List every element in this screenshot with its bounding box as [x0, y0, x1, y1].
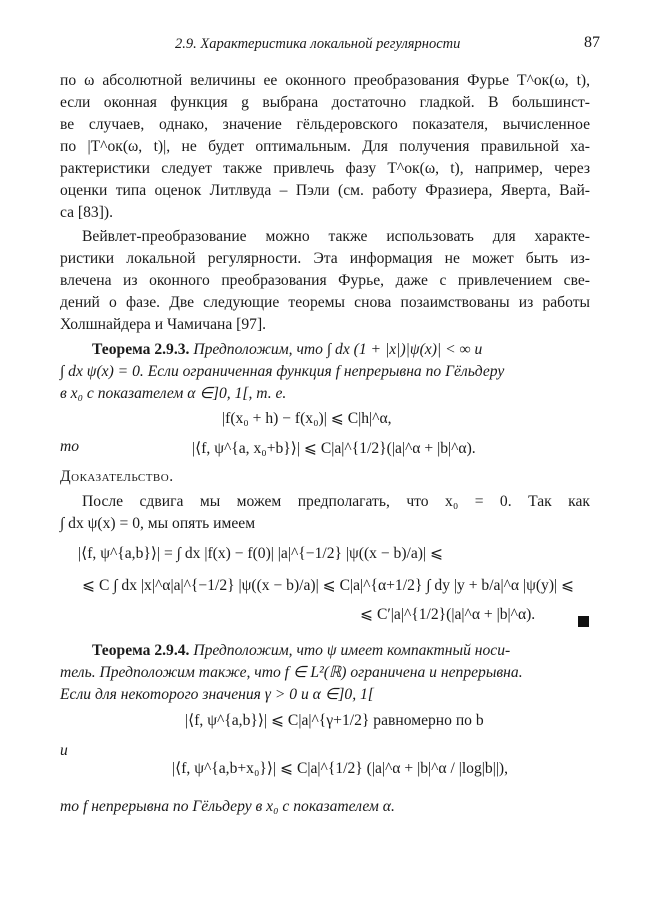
paragraph2-line: влечена из оконного преобразования Фурье, даже с привлечением све-: [60, 272, 590, 289]
paragraph1-line: рактеристики следует также привлечь фазу T^ок(ω, t), например, через: [60, 160, 590, 177]
theorem-text: в x₀ с показателем α ∈]0, 1[, т. е.: [60, 385, 287, 402]
and-word: и: [60, 742, 68, 759]
paragraph2-line: Вейвлет-преобразование можно также использовать для характе-: [82, 228, 590, 245]
proof-equation-line1: |⟨f, ψ^{a,b}⟩| = ∫ dx |f(x) − f(0)| |a|^{−1/2} |ψ((x − b)/a)| ⩽: [78, 545, 444, 562]
paragraph1-line: оценки типа оценок Литлвуда – Пэли (см. работу Фразиера, Яверта, Вай-: [60, 182, 590, 199]
theorem-text: тель. Предположим также, что f ∈ L²(ℝ) ограничена и непрерывна.: [60, 664, 523, 681]
theorem-text: Если для некоторого значения γ > 0 и α ∈]0, 1[: [60, 686, 374, 703]
theorem-text: Предположим, что ψ имеет компактный носи-: [193, 642, 511, 659]
paragraph1-line: по ω абсолютной величины ее оконного преобразования Фурье T^ок(ω, t),: [60, 72, 590, 89]
paragraph2-line: ристики локальной регулярности. Эта информация не может быть из-: [60, 250, 590, 267]
paragraph1-line: если оконная функция g выбрана достаточно гладкой. В большинст-: [60, 94, 590, 111]
paragraph2-line: дений о фазе. Две следующие теоремы снова позаимствованы из работы: [60, 294, 590, 311]
qed-square: [578, 616, 589, 627]
wavelet-bound-formula: |⟨f, ψ^{a, x₀+b}⟩| ⩽ C|a|^{1/2}(|a|^α + |b|^α).: [192, 440, 476, 457]
proof-label: Доказательство.: [60, 468, 174, 485]
running-head: [60, 36, 600, 56]
proof-equation-line3: ⩽ C′|a|^{1/2}(|a|^α + |b|^α).: [360, 606, 536, 623]
theorem-text: ∫ dx ψ(x) = 0. Если ограниченная функция f непрерывна по Гёльдеру: [60, 363, 505, 380]
paragraph1-line: по |T^ок(ω, t)|, не будет оптимальным. Для получения правильной ха-: [60, 138, 590, 155]
section-title: 2.9. Характеристика локальной регулярности: [175, 36, 461, 52]
log-bound-formula: |⟨f, ψ^{a,b+x₀}⟩| ⩽ C|a|^{1/2} (|a|^α + |b|^α / |log|b||),: [172, 760, 509, 777]
theorem-2-9-3-line1: [92, 339, 590, 361]
theorem-2-9-4-line1: [92, 640, 590, 662]
theorem-conclusion: то f непрерывна по Гёльдеру в x₀ с показателем α.: [60, 798, 395, 815]
proof-equation-line2: ⩽ C ∫ dx |x|^α|a|^{−1/2} |ψ((x − b)/a)| ⩽ C|a|^{α+1/2} ∫ dy |y + b/a|^α |ψ(y)| ⩽: [82, 577, 575, 594]
then-word: то: [60, 438, 80, 455]
uniform-bound-formula: |⟨f, ψ^{a,b}⟩| ⩽ C|a|^{γ+1/2} равномерно по b: [185, 712, 484, 729]
proof-text: ∫ dx ψ(x) = 0, мы опять имеем: [60, 515, 256, 532]
theorem-label: Теорема 2.9.3.: [92, 341, 190, 358]
proof-text: После сдвига мы можем предполагать, что x₀ = 0. Так как: [82, 493, 590, 510]
paragraph1-line: са [83]).: [60, 204, 114, 221]
holder-condition-formula: |f(x₀ + h) − f(x₀)| ⩽ C|h|^α,: [222, 410, 392, 427]
theorem-text: Предположим, что ∫ dx (1 + |x|)|ψ(x)| < ∞ и: [193, 341, 483, 358]
page-number: 87: [584, 34, 600, 51]
paragraph2-line: Холшнайдера и Чамичана [97].: [60, 316, 267, 333]
paragraph1-line: ве случаев, однако, значение гёльдеровского показателя, вычисленное: [60, 116, 590, 133]
theorem-label: Теорема 2.9.4.: [92, 642, 190, 659]
